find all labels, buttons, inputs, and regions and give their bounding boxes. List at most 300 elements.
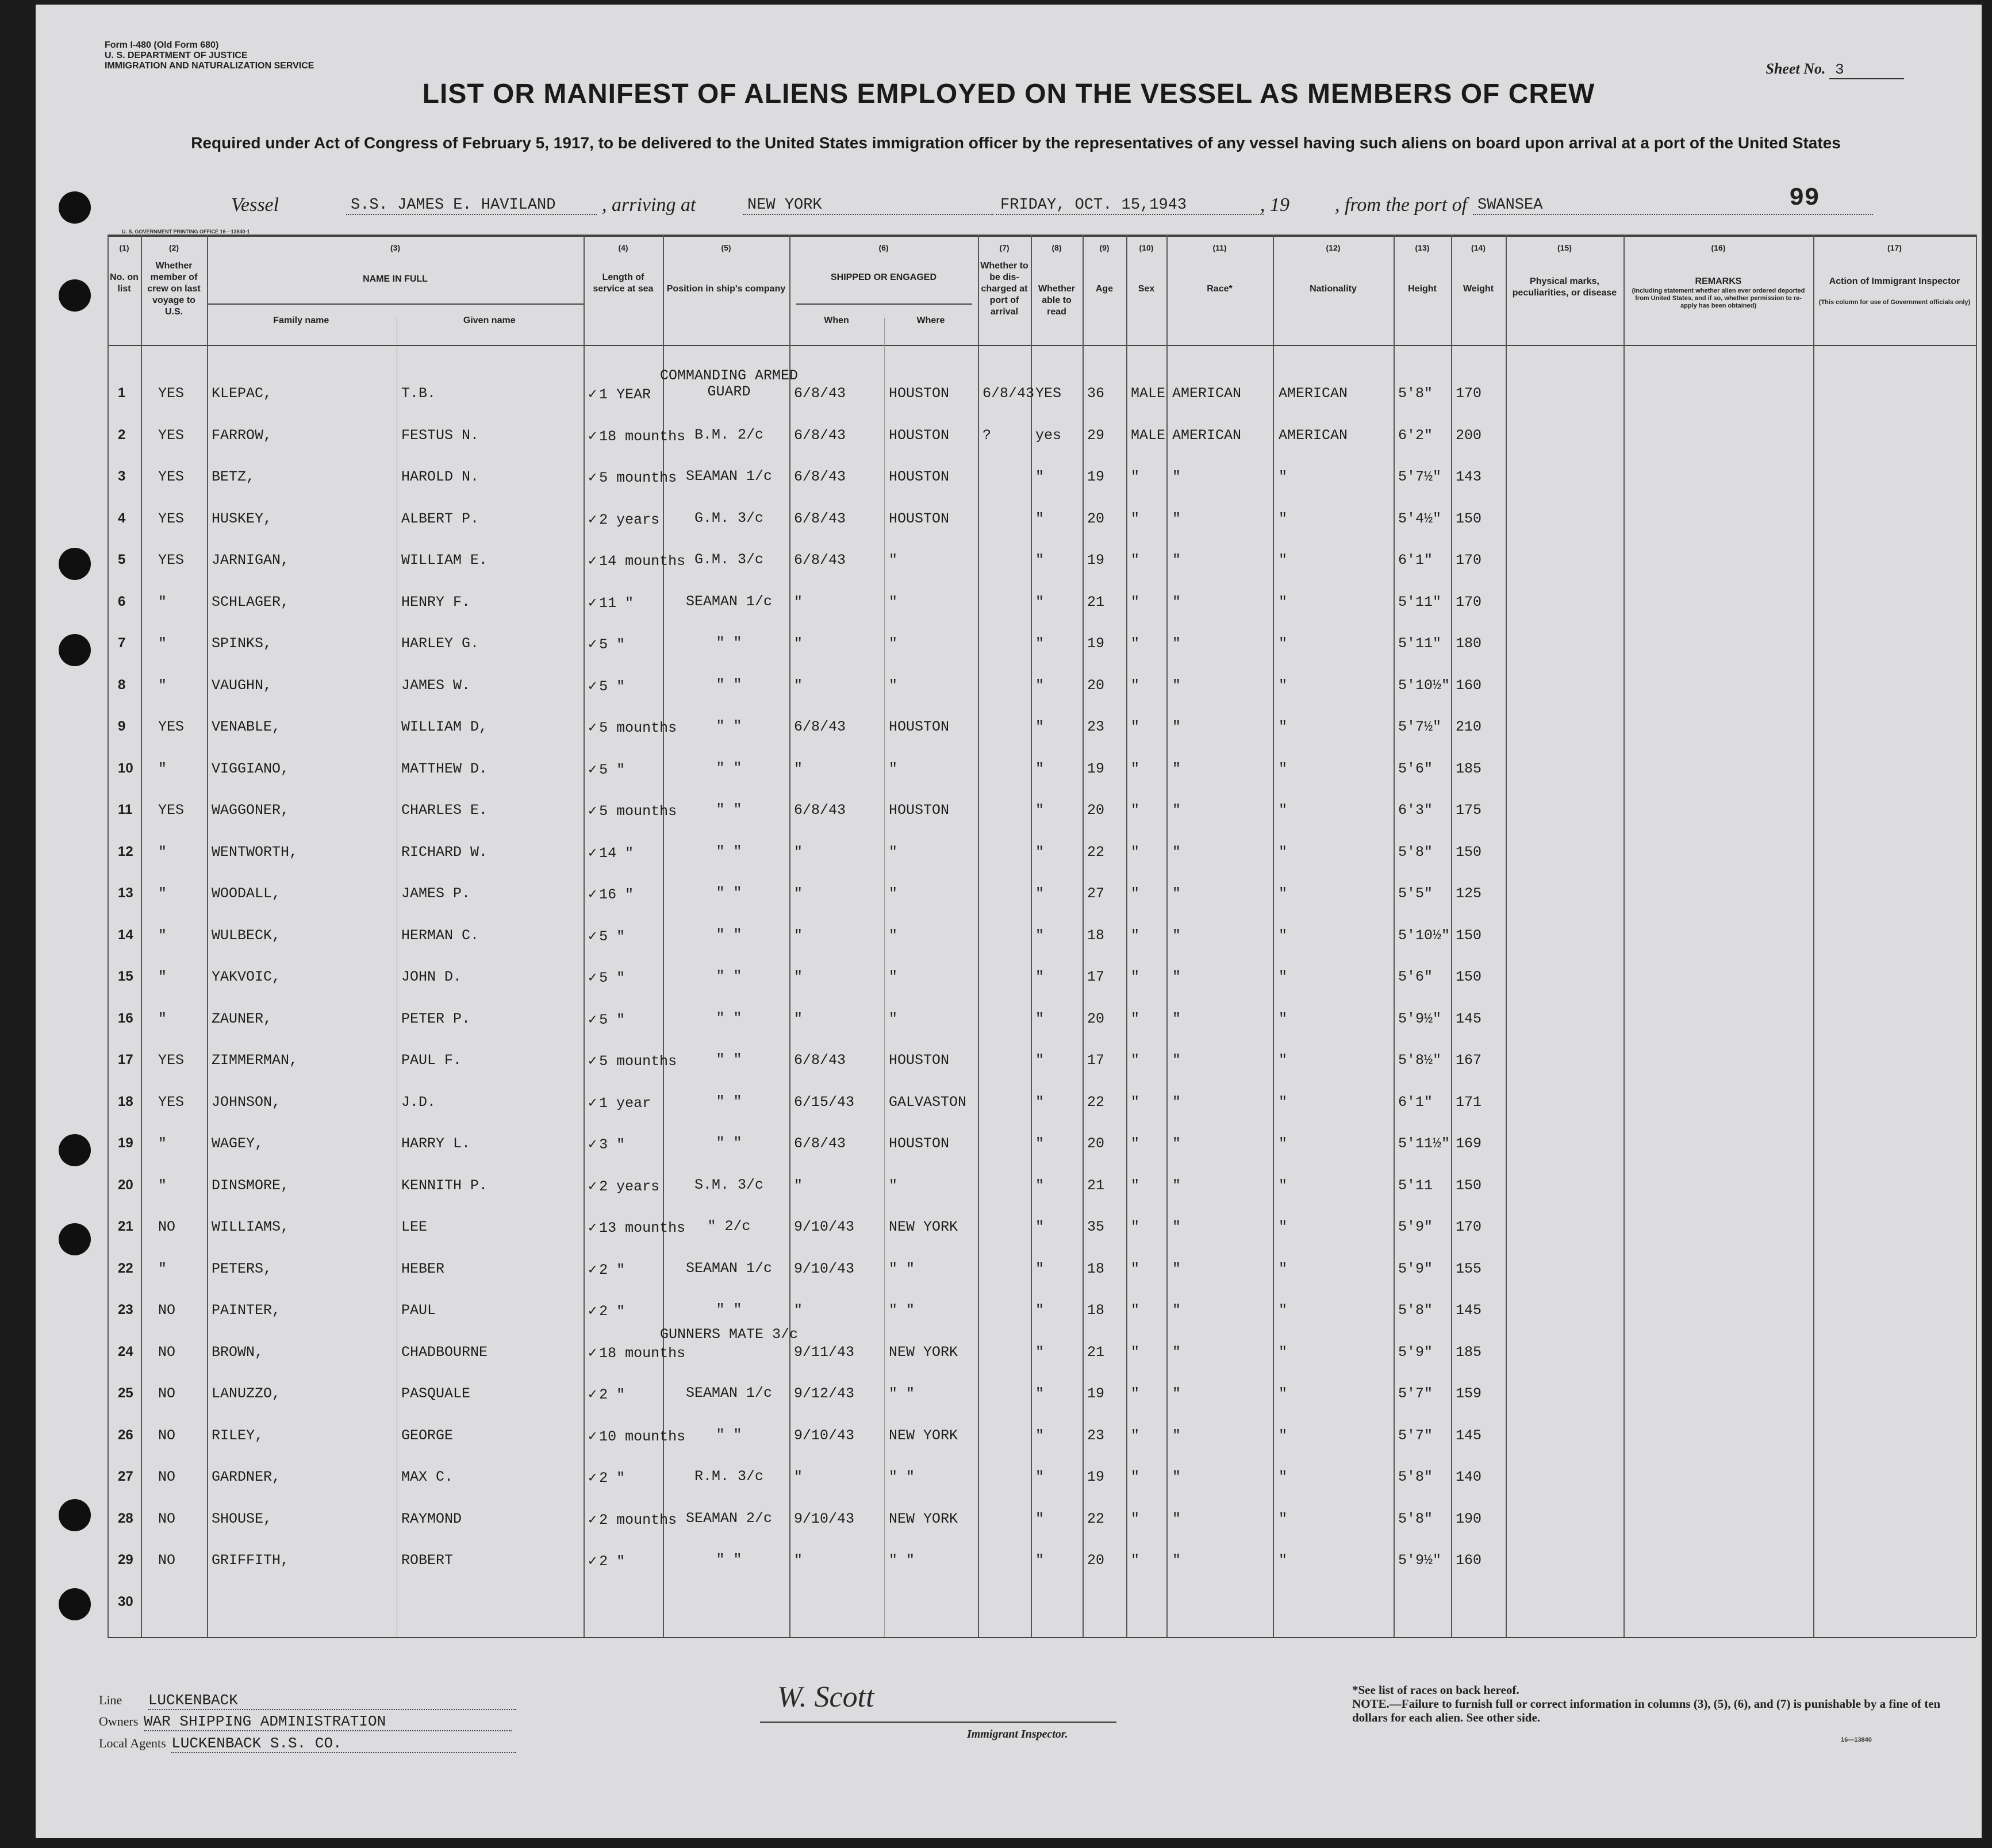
cell-sex: ": [1131, 885, 1140, 902]
column-header: Sex: [1138, 284, 1155, 294]
cell-when: ": [794, 1010, 803, 1027]
cell-height: 5'6": [1398, 760, 1433, 777]
check-mark-icon: ✓: [588, 428, 597, 445]
cell-read: ": [1035, 1052, 1045, 1069]
cell-family: ZAUNER,: [212, 1010, 272, 1027]
cell-service: ✓ 2 ": [588, 1261, 625, 1278]
cell-nationality: ": [1279, 1385, 1288, 1402]
cell-service: ✓ 5 mounths: [588, 803, 677, 820]
cell-where: GALVASTON: [889, 1093, 967, 1111]
cell-age: 18: [1087, 927, 1105, 944]
column-number: (10): [1139, 243, 1154, 252]
cell-race: ": [1172, 510, 1181, 527]
cell-race: ": [1172, 677, 1181, 694]
cell-position: " ": [716, 635, 742, 651]
cell-last-voyage: NO: [158, 1510, 176, 1527]
cell-where: HOUSTON: [889, 802, 950, 819]
column-header: Weight: [1463, 284, 1494, 294]
cell-age: 19: [1087, 468, 1105, 485]
cell-service: ✓ 2 ": [588, 1386, 625, 1403]
cell-read: ": [1035, 1135, 1045, 1152]
cell-race: ": [1172, 468, 1181, 485]
cell-nationality: ": [1279, 1052, 1288, 1069]
cell-race: ": [1172, 969, 1181, 985]
cell-given: HEBER: [401, 1260, 445, 1277]
cell-position: GUNNERS MATE 3/c: [659, 1326, 799, 1343]
cell-height: 5'8½": [1398, 1052, 1442, 1069]
check-mark-icon: ✓: [588, 553, 597, 570]
column-header: No. on list: [110, 272, 139, 294]
cell-age: 23: [1087, 1427, 1105, 1444]
cell-read: ": [1035, 1302, 1045, 1319]
cell-service: ✓ 2 ": [588, 1553, 625, 1570]
column-rule: [1166, 235, 1168, 1637]
cell-when: ": [794, 1552, 803, 1569]
cell-last-voyage: YES: [158, 1052, 185, 1069]
cell-position: " ": [716, 1301, 742, 1318]
check-mark-icon: ✓: [588, 1386, 597, 1403]
cell-service: ✓ 2 mounths: [588, 1511, 677, 1528]
cell-race: AMERICAN: [1172, 427, 1242, 444]
cell-sex: MALE: [1131, 427, 1166, 444]
cell-family: BETZ,: [212, 468, 255, 485]
cell-last-voyage: ": [158, 635, 167, 652]
cell-when: ": [794, 969, 803, 985]
cell-age: 36: [1087, 385, 1105, 402]
binder-hole: [59, 1588, 91, 1620]
cell-nationality: AMERICAN: [1279, 427, 1348, 444]
cell-sex: ": [1131, 1302, 1140, 1319]
cell-service: ✓ 5 ": [588, 636, 625, 653]
cell-when: 6/8/43: [794, 719, 846, 735]
cell-nationality: ": [1279, 1260, 1288, 1277]
cell-given: HARLEY G.: [401, 635, 479, 652]
cell-family: PETERS,: [212, 1260, 272, 1277]
cell-sex: ": [1131, 802, 1140, 819]
cell-where: ": [889, 927, 898, 944]
cell-position: SEAMAN 1/c: [685, 1259, 773, 1277]
cell-sex: ": [1131, 552, 1140, 568]
cell-family: PAINTER,: [212, 1302, 281, 1319]
cell-race: AMERICAN: [1172, 385, 1242, 402]
cell-position: " ": [716, 968, 742, 985]
cell-age: 19: [1087, 635, 1105, 652]
cell-position: " ": [716, 1135, 742, 1151]
cell-family: JOHNSON,: [212, 1093, 281, 1111]
cell-given: KENNITH P.: [401, 1177, 488, 1194]
cell-given: HARRY L.: [401, 1135, 471, 1152]
owners-label: Owners: [99, 1714, 139, 1728]
arrival-date: FRIDAY, OCT. 15,1943: [996, 197, 1264, 215]
column-header: Position in ship's company: [666, 284, 786, 294]
cell-given: PASQUALE: [401, 1385, 471, 1402]
cell-last-voyage: ": [158, 885, 167, 902]
column-number: (9): [1099, 243, 1110, 252]
cell-sex: ": [1131, 1510, 1140, 1527]
cell-last-voyage: YES: [158, 385, 185, 402]
cell-service: ✓ 5 mounths: [588, 470, 677, 486]
check-mark-icon: ✓: [588, 761, 597, 778]
cell-height: 5'9": [1398, 1343, 1433, 1361]
cell-read: ": [1035, 677, 1045, 694]
cell-weight: 170: [1456, 1219, 1482, 1235]
cell-last-voyage: ": [158, 1177, 167, 1194]
check-mark-icon: ✓: [588, 386, 597, 403]
column-header: Age: [1095, 284, 1114, 294]
cell-position: " ": [716, 1551, 742, 1568]
cell-family: BROWN,: [212, 1343, 264, 1361]
cell-family: VAUGHN,: [212, 677, 272, 694]
cell-last-voyage: ": [158, 843, 167, 860]
cell-height: 5'7½": [1398, 468, 1442, 485]
cell-no: 3: [118, 468, 126, 484]
cell-read: ": [1035, 552, 1045, 568]
column-number: (4): [618, 243, 628, 252]
cell-sex: ": [1131, 1093, 1140, 1111]
cell-height: 5'7½": [1398, 719, 1442, 735]
cell-no: 24: [118, 1343, 133, 1359]
cell-last-voyage: YES: [158, 427, 185, 444]
cell-read: YES: [1035, 385, 1062, 402]
cell-race: ": [1172, 843, 1181, 860]
cell-read: ": [1035, 1552, 1045, 1569]
from-port-label: , from the port of: [1335, 194, 1468, 216]
cell-height: 5'10½": [1398, 677, 1450, 694]
cell-family: WILLIAMS,: [212, 1219, 290, 1235]
cell-given: CHARLES E.: [401, 802, 488, 819]
cell-where: HOUSTON: [889, 1135, 950, 1152]
page-subtitle: Required under Act of Congress of February 5, 1917, to be delivered to the United States immigration officer by the representatives of any vessel having such aliens on board upon arrival at a port of the United States: [191, 134, 1841, 152]
check-mark-icon: ✓: [588, 1136, 597, 1153]
cell-where: HOUSTON: [889, 510, 950, 527]
cell-service: ✓ 5 ": [588, 1011, 625, 1028]
cell-last-voyage: NO: [158, 1343, 176, 1361]
cell-position: G.M. 3/c: [694, 509, 764, 527]
binder-hole: [59, 279, 91, 312]
check-mark-icon: ✓: [588, 720, 597, 736]
cell-given: J.D.: [401, 1093, 436, 1111]
cell-given: FESTUS N.: [401, 427, 479, 444]
cell-given: PETER P.: [401, 1010, 471, 1027]
cell-age: 19: [1087, 760, 1105, 777]
cell-given: ROBERT: [401, 1552, 454, 1569]
column-rule: [1451, 235, 1452, 1637]
check-mark-icon: ✓: [588, 511, 597, 528]
cell-where: ": [889, 552, 898, 568]
cell-weight: 170: [1456, 593, 1482, 610]
cell-when: 6/8/43: [794, 552, 846, 568]
cell-age: 21: [1087, 593, 1105, 610]
cell-height: 6'1": [1398, 1093, 1433, 1111]
year-label: , 19: [1260, 194, 1289, 216]
check-mark-icon: ✓: [588, 970, 597, 986]
cell-height: 5'9": [1398, 1219, 1433, 1235]
cell-race: ": [1172, 1177, 1181, 1194]
owners-value: WAR SHIPPING ADMINISTRATION: [144, 1713, 512, 1731]
column-number: (6): [878, 243, 889, 252]
column-rule: [1506, 235, 1507, 1637]
cell-read: ": [1035, 510, 1045, 527]
check-mark-icon: ✓: [588, 1470, 597, 1486]
cell-weight: 170: [1456, 552, 1482, 568]
cell-when: ": [794, 1469, 803, 1485]
cell-family: LANUZZO,: [212, 1385, 281, 1402]
cell-height: 5'8": [1398, 1510, 1433, 1527]
cell-last-voyage: YES: [158, 510, 185, 527]
agents-value: LUCKENBACK S.S. CO.: [171, 1735, 516, 1753]
cell-family: DINSMORE,: [212, 1177, 290, 1194]
sheet-value: 3: [1829, 61, 1904, 79]
cell-nationality: AMERICAN: [1279, 385, 1348, 402]
cell-weight: 145: [1456, 1427, 1482, 1444]
cell-weight: 160: [1456, 677, 1482, 694]
cell-weight: 210: [1456, 719, 1482, 735]
cell-sex: ": [1131, 760, 1140, 777]
table-rule: [108, 1637, 1976, 1638]
cell-service: ✓ 18 mounths: [588, 1344, 686, 1362]
cell-read: yes: [1035, 427, 1062, 444]
cell-family: WAGEY,: [212, 1135, 264, 1152]
column-subheader: When: [824, 316, 849, 325]
cell-where: " ": [889, 1302, 915, 1319]
cell-height: 5'11½": [1398, 1135, 1450, 1152]
department-name: U. S. DEPARTMENT OF JUSTICE: [105, 51, 248, 60]
column-rule: [1273, 235, 1274, 1637]
cell-no: 14: [118, 927, 133, 943]
cell-sex: ": [1131, 1427, 1140, 1444]
footnotes: [1352, 1683, 1956, 1724]
column-rule: [1976, 235, 1977, 1637]
cell-where: HOUSTON: [889, 719, 950, 735]
cell-no: 1: [118, 385, 126, 401]
page-title: LIST OR MANIFEST OF ALIENS EMPLOYED ON THE VESSEL AS MEMBERS OF CREW: [422, 79, 1595, 109]
cell-last-voyage: ": [158, 969, 167, 985]
check-mark-icon: ✓: [588, 1303, 597, 1320]
cell-read: ": [1035, 1343, 1045, 1361]
cell-family: JARNIGAN,: [212, 552, 290, 568]
column-rule: [1394, 235, 1395, 1637]
cell-weight: 169: [1456, 1135, 1482, 1152]
cell-family: GRIFFITH,: [212, 1552, 290, 1569]
column-rule: [978, 235, 979, 1637]
line-value: LUCKENBACK: [148, 1692, 516, 1710]
cell-given: JOHN D.: [401, 969, 462, 985]
cell-no: 21: [118, 1219, 133, 1234]
cell-given: RICHARD W.: [401, 843, 488, 860]
cell-last-voyage: NO: [158, 1469, 176, 1485]
cell-nationality: ": [1279, 1093, 1288, 1111]
check-mark-icon: ✓: [588, 1220, 597, 1236]
cell-height: 5'11": [1398, 635, 1442, 652]
column-header: REMARKS: [1695, 276, 1742, 286]
cell-nationality: ": [1279, 1552, 1288, 1569]
check-mark-icon: ✓: [588, 1094, 597, 1112]
column-rule: [108, 235, 109, 1637]
manifest-page: [36, 5, 1982, 1838]
cell-family: KLEPAC,: [212, 385, 272, 402]
cell-position: " ": [716, 676, 742, 693]
check-mark-icon: ✓: [588, 886, 597, 903]
table-rule: [108, 345, 1976, 346]
cell-position: " ": [716, 1093, 742, 1110]
handwritten-number: 99: [1789, 184, 1820, 213]
cell-last-voyage: NO: [158, 1552, 176, 1569]
gpo-imprint: U. S. GOVERNMENT PRINTING OFFICE 16—13840-1: [122, 229, 250, 235]
binder-hole: [59, 1134, 91, 1166]
cell-last-voyage: YES: [158, 552, 185, 568]
cell-discharged: 6/8/43: [982, 385, 1035, 402]
cell-no: 2: [118, 427, 126, 443]
cell-weight: 185: [1456, 1343, 1482, 1361]
cell-race: ": [1172, 1052, 1181, 1069]
cell-where: NEW YORK: [889, 1343, 958, 1361]
cell-read: ": [1035, 635, 1045, 652]
sheet-number: [1766, 60, 1905, 79]
header-group-rule: [207, 303, 584, 305]
cell-where: NEW YORK: [889, 1510, 958, 1527]
cell-race: ": [1172, 802, 1181, 819]
cell-position: SEAMAN 1/c: [685, 468, 773, 485]
cell-weight: 167: [1456, 1052, 1482, 1069]
cell-family: VENABLE,: [212, 719, 281, 735]
check-mark-icon: ✓: [588, 470, 597, 486]
cell-height: 5'11": [1398, 593, 1442, 610]
cell-service: ✓ 10 mounths: [588, 1428, 686, 1445]
cell-sex: ": [1131, 1385, 1140, 1402]
penalty-note: NOTE.—Failure to furnish full or correct information in columns (3), (5), (6), and (7) is punishable by a fine of ten dollars for each alien. See other side.: [1352, 1697, 1941, 1724]
cell-service: ✓ 14 mounths: [588, 553, 686, 570]
cell-read: ": [1035, 1427, 1045, 1444]
cell-position: S.M. 3/c: [694, 1176, 764, 1193]
column-header: Height: [1408, 284, 1437, 294]
cell-position: " ": [716, 718, 742, 735]
column-rule: [207, 235, 208, 1637]
check-mark-icon: ✓: [588, 1511, 597, 1528]
cell-last-voyage: NO: [158, 1385, 176, 1402]
column-header: SHIPPED OR ENGAGED: [830, 272, 937, 282]
cell-position: " ": [716, 1051, 742, 1068]
cell-race: ": [1172, 1260, 1181, 1277]
cell-position: B.M. 2/c: [694, 426, 764, 443]
cell-given: WILLIAM E.: [401, 552, 488, 568]
column-number: (3): [390, 243, 401, 252]
cell-given: RAYMOND: [401, 1510, 462, 1527]
cell-height: 5'8": [1398, 385, 1433, 402]
cell-height: 5'8": [1398, 843, 1433, 860]
cell-nationality: ": [1279, 468, 1288, 485]
cell-given: MAX C.: [401, 1469, 454, 1485]
cell-last-voyage: ": [158, 1260, 167, 1277]
column-number: (1): [119, 243, 129, 252]
column-number: (15): [1557, 243, 1572, 252]
cell-height: 5'4½": [1398, 510, 1442, 527]
cell-weight: 185: [1456, 760, 1482, 777]
cell-age: 27: [1087, 885, 1105, 902]
binder-hole: [59, 1223, 91, 1255]
cell-age: 22: [1087, 1093, 1105, 1111]
cell-weight: 150: [1456, 510, 1482, 527]
agents-label: Local Agents: [99, 1736, 166, 1750]
cell-no: 23: [118, 1302, 133, 1317]
cell-when: ": [794, 635, 803, 652]
cell-age: 29: [1087, 427, 1105, 444]
cell-family: FARROW,: [212, 427, 272, 444]
cell-age: 19: [1087, 1469, 1105, 1485]
cell-where: " ": [889, 1552, 915, 1569]
column-note: (This column for use of Government officials only): [1818, 299, 1971, 306]
cell-when: 6/8/43: [794, 385, 846, 402]
cell-race: ": [1172, 1093, 1181, 1111]
cell-family: WENTWORTH,: [212, 843, 298, 860]
cell-nationality: ": [1279, 1427, 1288, 1444]
cell-nationality: ": [1279, 719, 1288, 735]
cell-position: " ": [716, 801, 742, 818]
column-rule: [141, 235, 142, 1637]
cell-last-voyage: NO: [158, 1219, 176, 1235]
cell-sex: ": [1131, 1135, 1140, 1152]
cell-family: WAGGONER,: [212, 802, 290, 819]
cell-family: WOODALL,: [212, 885, 281, 902]
cell-nationality: ": [1279, 1010, 1288, 1027]
column-rule: [584, 235, 585, 1637]
cell-no: 5: [118, 552, 126, 567]
cell-no: 6: [118, 593, 126, 609]
cell-sex: ": [1131, 510, 1140, 527]
cell-nationality: ": [1279, 593, 1288, 610]
cell-where: HOUSTON: [889, 427, 950, 444]
column-number: (16): [1711, 243, 1726, 252]
cell-race: ": [1172, 1510, 1181, 1527]
cell-nationality: ": [1279, 677, 1288, 694]
cell-when: 9/10/43: [794, 1260, 855, 1277]
from-port: SWANSEA: [1473, 197, 1873, 215]
cell-service: ✓ 2 ": [588, 1303, 625, 1320]
cell-no: 20: [118, 1177, 133, 1193]
cell-when: ": [794, 677, 803, 694]
cell-no: 19: [118, 1135, 133, 1151]
cell-read: ": [1035, 593, 1045, 610]
column-note: (Including statement whether alien ever ordered deported from United States, and if so, whether permission to re-apply has been obtained): [1632, 287, 1805, 309]
cell-sex: ": [1131, 1343, 1140, 1361]
cell-age: 20: [1087, 1010, 1105, 1027]
cell-last-voyage: YES: [158, 1093, 185, 1111]
column-header: Action of Immigrant Inspector: [1829, 276, 1960, 286]
cell-race: ": [1172, 885, 1181, 902]
cell-race: ": [1172, 1135, 1181, 1152]
cell-read: ": [1035, 719, 1045, 735]
cell-position: COMMANDING ARMED GUARD: [659, 367, 799, 400]
cell-weight: 150: [1456, 969, 1482, 985]
cell-position: SEAMAN 1/c: [685, 1385, 773, 1401]
column-rule: [1083, 235, 1084, 1637]
cell-weight: 159: [1456, 1385, 1482, 1402]
cell-race: ": [1172, 927, 1181, 944]
cell-weight: 160: [1456, 1552, 1482, 1569]
cell-nationality: ": [1279, 552, 1288, 568]
check-mark-icon: ✓: [588, 928, 597, 945]
cell-given: JAMES W.: [401, 677, 471, 694]
cell-read: ": [1035, 1510, 1045, 1527]
column-header: Whether to be dis-charged at port of arrival: [980, 261, 1028, 317]
column-subrule: [884, 318, 885, 1637]
cell-given: HENRY F.: [401, 593, 471, 610]
cell-height: 5'5": [1398, 885, 1433, 902]
cell-where: " ": [889, 1260, 915, 1277]
cell-nationality: ": [1279, 969, 1288, 985]
cell-where: NEW YORK: [889, 1219, 958, 1235]
cell-read: ": [1035, 1260, 1045, 1277]
cell-race: ": [1172, 593, 1181, 610]
